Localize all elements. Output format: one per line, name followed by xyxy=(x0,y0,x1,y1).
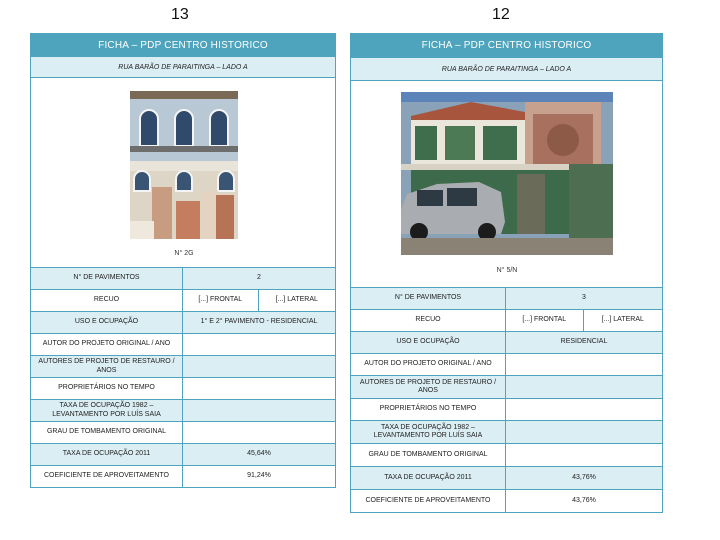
row-listing-grade xyxy=(351,443,662,466)
row-label: PROPRIETÁRIOS NO TEMPO xyxy=(351,399,506,420)
row-label: TAXA DE OCUPAÇÃO 1982 – LEVANTAMENTO POR LUÍS SAIA xyxy=(351,421,506,443)
row-utilization-coefficient xyxy=(351,489,662,512)
building-photo xyxy=(401,92,613,255)
row-label: GRAU DE TOMBAMENTO ORIGINAL xyxy=(31,422,183,443)
row-value xyxy=(183,378,335,399)
row-restoration-authors xyxy=(31,355,335,377)
row-value: RESIDENCIAL xyxy=(560,338,608,346)
row-occupancy-2011 xyxy=(31,443,335,465)
row-occupancy-1982 xyxy=(351,420,662,443)
row-value xyxy=(506,376,662,398)
row-value xyxy=(506,444,662,466)
property-sheet-right xyxy=(350,33,663,513)
row-label: AUTORES DE PROJETO DE RESTAURO / ANOS xyxy=(31,356,183,377)
row-label: GRAU DE TOMBAMENTO ORIGINAL xyxy=(351,444,506,466)
row-value xyxy=(183,400,335,421)
row-value: 43,76% xyxy=(572,496,596,504)
row-value xyxy=(506,421,662,443)
page-number-left: 13 xyxy=(171,6,189,23)
row-value: 2 xyxy=(257,274,261,282)
row-original-author xyxy=(31,333,335,355)
row-label: AUTOR DO PROJETO ORIGINAL / ANO xyxy=(351,354,506,375)
row-label: N° DE PAVIMENTOS xyxy=(351,288,506,309)
row-value-2: [...] LATERAL xyxy=(275,296,318,304)
row-value: 45,64% xyxy=(247,450,271,458)
row-value xyxy=(183,334,335,355)
row-restoration-authors xyxy=(351,375,662,398)
property-sheet-left xyxy=(30,33,336,488)
row-label: COEFICIENTE DE APROVEITAMENTO xyxy=(351,490,506,512)
street-subtitle: RUA BARÃO DE PARAITINGA – LADO A xyxy=(31,56,335,78)
row-label: USO E OCUPAÇÃO xyxy=(351,332,506,353)
row-listing-grade xyxy=(31,421,335,443)
row-floors xyxy=(31,267,335,289)
house-number: N° 2G xyxy=(174,250,194,257)
row-label: AUTORES DE PROJETO DE RESTAURO / ANOS xyxy=(351,376,506,398)
row-label: AUTOR DO PROJETO ORIGINAL / ANO xyxy=(31,334,183,355)
row-label: TAXA DE OCUPAÇÃO 2011 xyxy=(351,467,506,489)
row-value xyxy=(506,354,662,375)
row-label: USO E OCUPAÇÃO xyxy=(31,312,183,333)
row-label: TAXA DE OCUPAÇÃO 2011 xyxy=(31,444,183,465)
row-value xyxy=(183,422,335,443)
row-utilization-coefficient xyxy=(31,465,335,487)
row-occupancy-1982 xyxy=(31,399,335,421)
page-number-right: 12 xyxy=(492,6,510,23)
row-label: N° DE PAVIMENTOS xyxy=(31,268,183,289)
row-original-author xyxy=(351,353,662,375)
row-setback xyxy=(31,289,335,311)
building-photo xyxy=(130,91,238,239)
row-value xyxy=(183,356,335,377)
row-setback xyxy=(351,309,662,331)
street-subtitle: RUA BARÃO DE PARAITINGA – LADO A xyxy=(351,57,662,81)
row-value: [...] FRONTAL xyxy=(506,310,584,331)
row-occupancy-2011 xyxy=(351,466,662,489)
row-value: [...] FRONTAL xyxy=(183,290,259,311)
row-label: RECUO xyxy=(351,310,506,331)
row-label: TAXA DE OCUPAÇÃO 1982 – LEVANTAMENTO POR LUÍS SAIA xyxy=(31,400,183,421)
row-owners xyxy=(351,398,662,420)
row-value: 1° E 2° PAVIMENTO - RESIDENCIAL xyxy=(200,318,318,326)
row-usage xyxy=(31,311,335,333)
row-value: 91,24% xyxy=(247,472,271,480)
row-label: COEFICIENTE DE APROVEITAMENTO xyxy=(31,466,183,487)
row-usage xyxy=(351,331,662,353)
house-number: N° 5/N xyxy=(496,267,518,274)
sheet-title: FICHA – PDP CENTRO HISTORICO xyxy=(31,34,335,56)
row-label: PROPRIETÁRIOS NO TEMPO xyxy=(31,378,183,399)
row-floors xyxy=(351,287,662,309)
row-value-2: [...] LATERAL xyxy=(601,316,644,324)
row-owners xyxy=(31,377,335,399)
row-value: 3 xyxy=(582,294,586,302)
row-value xyxy=(506,399,662,420)
row-label: RECUO xyxy=(31,290,183,311)
row-value: 43,76% xyxy=(572,473,596,481)
sheet-title: FICHA – PDP CENTRO HISTORICO xyxy=(351,34,662,57)
